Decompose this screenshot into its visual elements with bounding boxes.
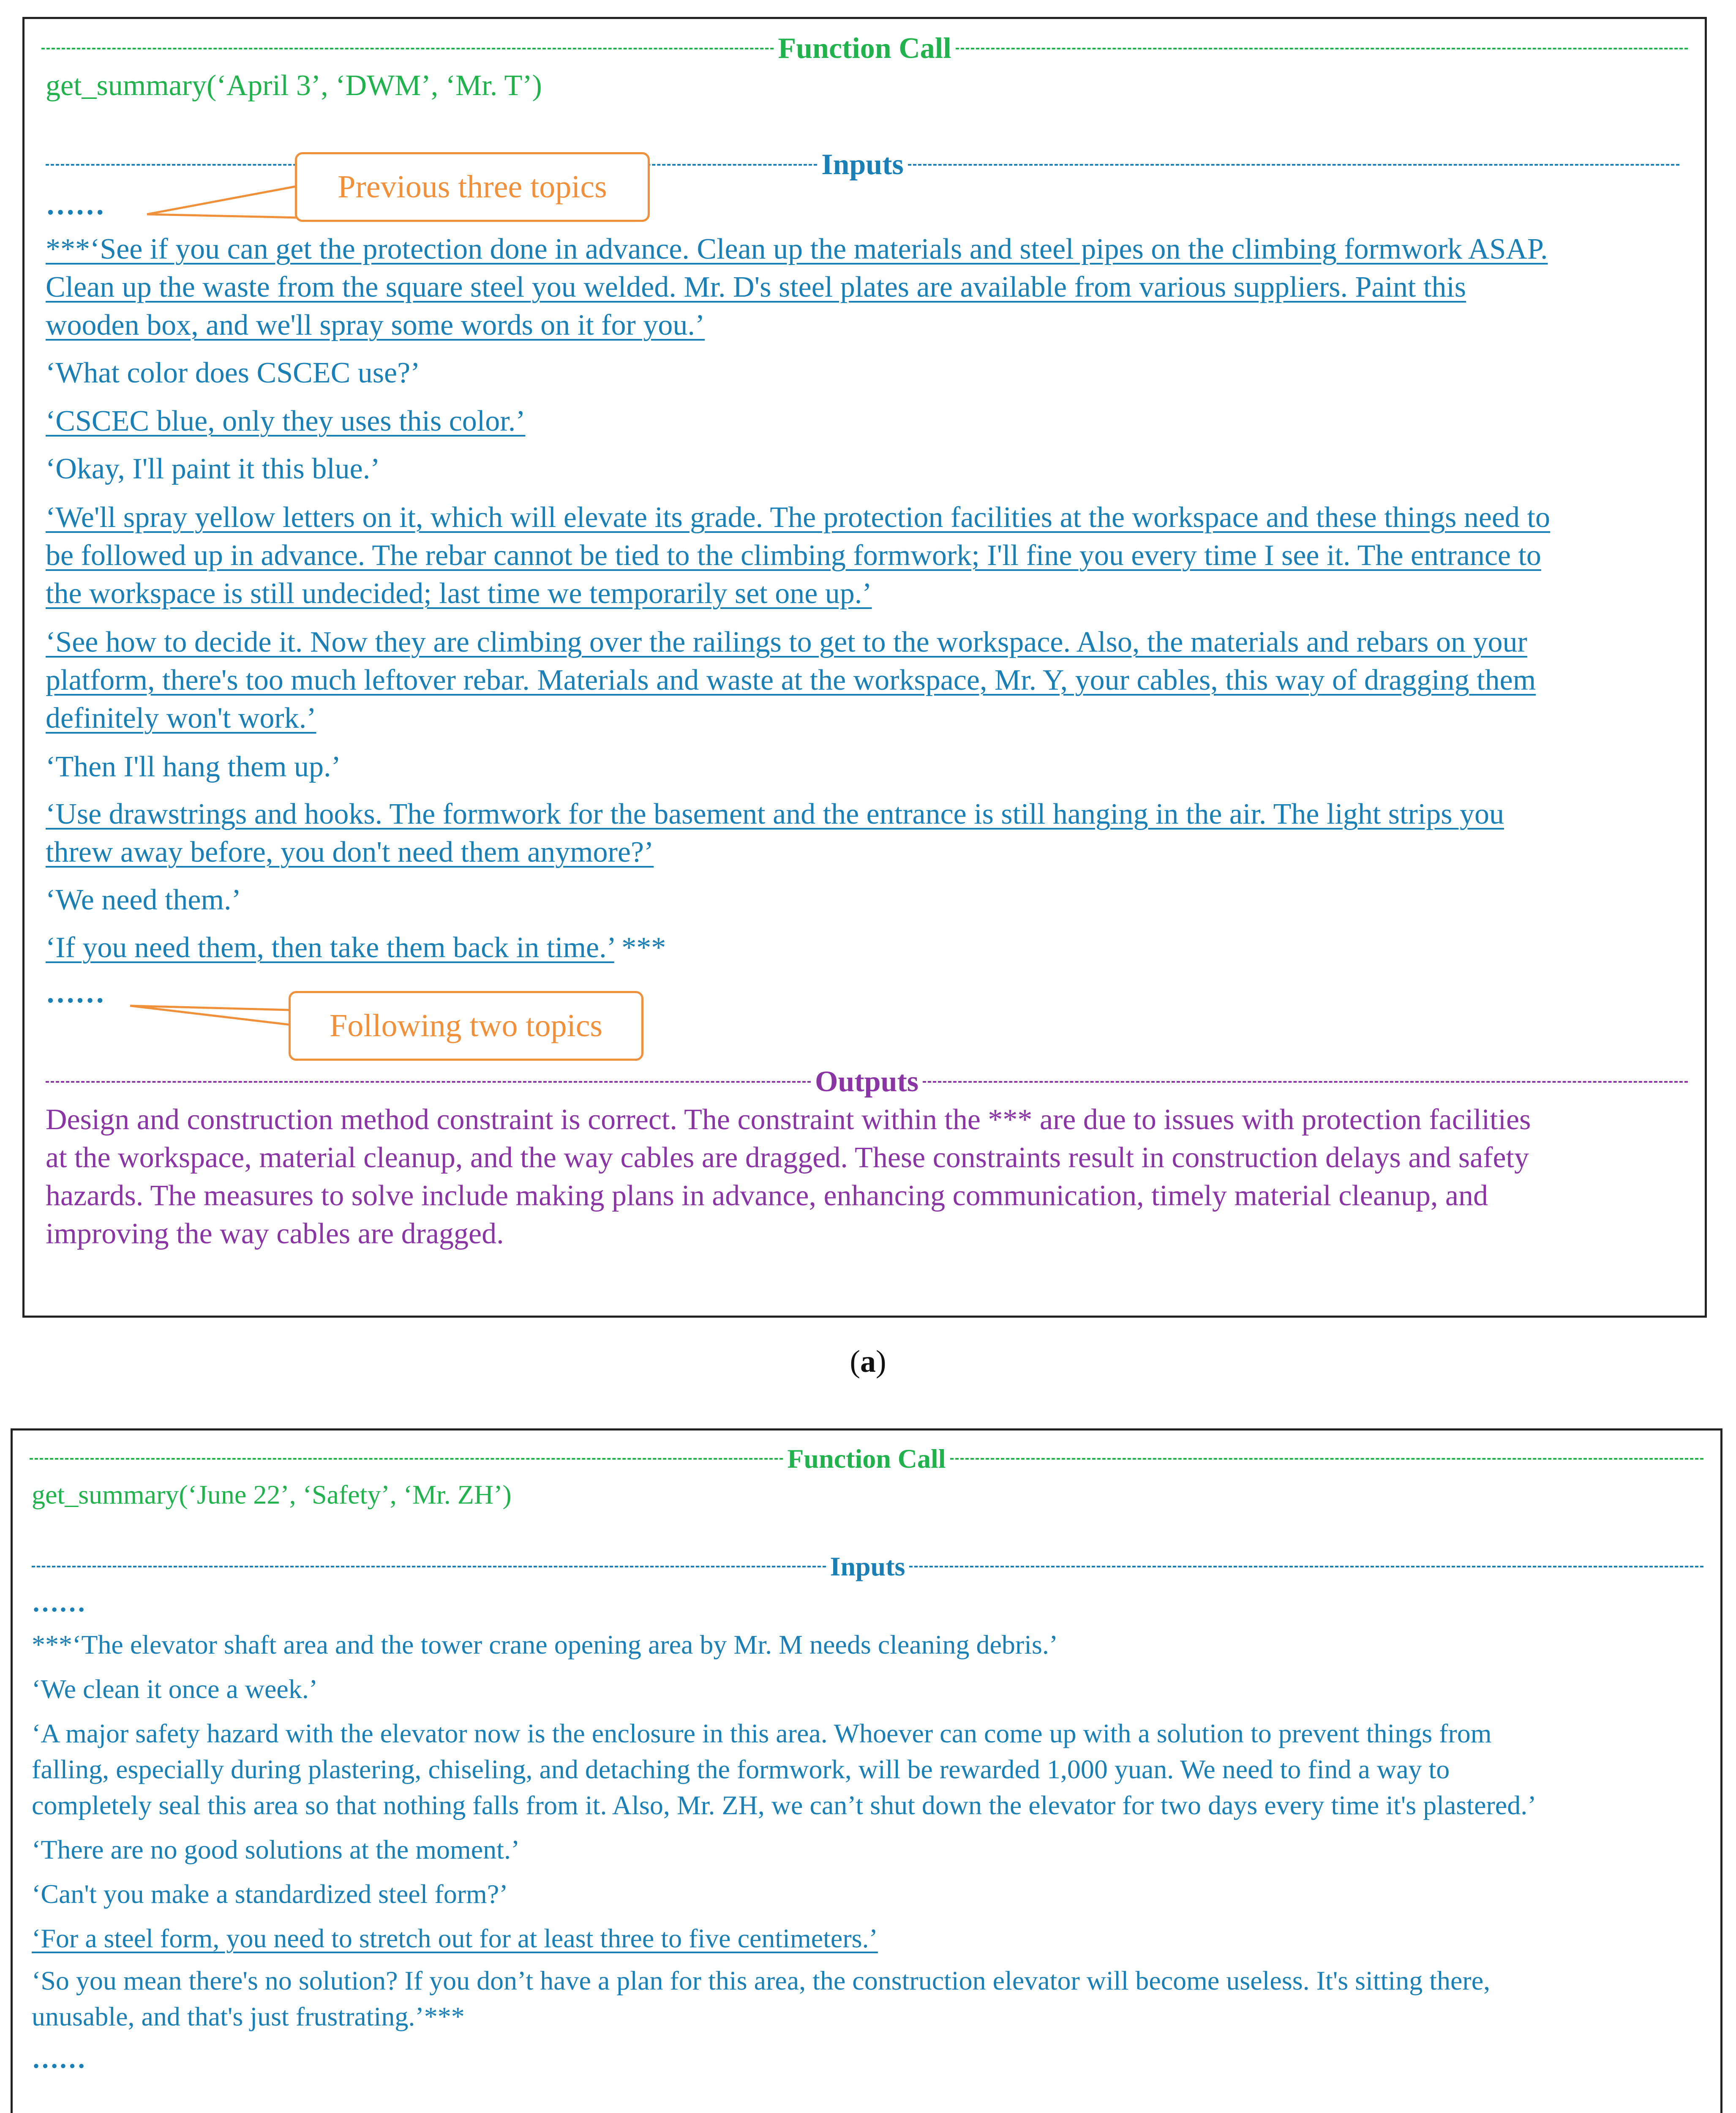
input-line: ***‘See if you can get the protection done in advance. Clean up the materials and steel pipes on the climbing formwork ASAP. — [46, 233, 1548, 265]
ellipsis-bottom: …… — [32, 2044, 86, 2074]
input-line: ‘We'll spray yellow letters on it, which will elevate its grade. The protection facilities at the workspace and these things need to — [46, 501, 1550, 534]
callout-following-topics: Following two topics — [289, 991, 643, 1061]
input-line: completely seal this area so that nothing falls from it. Also, Mr. ZH, we can’t shut down the elevator for two days every time it's plastered.’ — [32, 1790, 1537, 1820]
output-line: hazards. The measures to solve include making plans in advance, enhancing communication, timely material cleanup, and — [46, 1179, 1488, 1212]
function-call-text: get_summary(‘June 22’, ‘Safety’, ‘Mr. ZH’) — [32, 1480, 512, 1510]
input-line: ‘We need them.’ — [46, 884, 241, 916]
input-line: ‘Then I'll hang them up.’ — [46, 751, 341, 783]
ellipsis-bottom: …… — [46, 977, 105, 1009]
ellipsis-top: …… — [32, 1587, 86, 1617]
output-line: Design and construction method constraint is correct. The constraint within the *** are due to issues with protection facilities — [46, 1103, 1531, 1136]
input-line: the workspace is still undecided; last time we temporarily set one up.’ — [46, 577, 872, 610]
input-line: ‘Okay, I'll paint it this blue.’ — [46, 453, 380, 485]
output-line: improving the way cables are dragged. — [46, 1218, 504, 1250]
function-call-separator — [30, 1443, 1703, 1474]
function-call-label: Function Call — [778, 32, 951, 65]
input-line: ‘CSCEC blue, only they uses this color.’ — [46, 405, 526, 437]
callout-pointer-previous — [147, 186, 298, 218]
inputs-label: Inputs — [830, 1551, 905, 1581]
input-line: ***‘The elevator shaft area and the tower crane opening area by Mr. M needs cleaning debris.’ — [32, 1630, 1058, 1660]
input-line: platform, there's too much leftover rebar. Materials and waste at the workspace, Mr. Y, your cables, this way of dragging them — [46, 664, 1536, 696]
input-line: ‘For a steel form, you need to stretch out for at least three to five centimeters.’ — [32, 1923, 878, 1953]
function-call-label: Function Call — [787, 1444, 946, 1474]
input-line: definitely won't work.’ — [46, 702, 316, 734]
input-line: Clean up the waste from the square steel you welded. Mr. D's steel plates are available from various suppliers. Paint this — [46, 271, 1466, 303]
dash-line — [46, 1081, 811, 1083]
input-line: ‘There are no good solutions at the moment.’ — [32, 1835, 520, 1865]
input-line: ‘So you mean there's no solution? If you don’t have a plan for this area, the construction elevator will become useless. It's sitting there, — [32, 1966, 1491, 1996]
input-line: unusable, and that's just frustrating.’*** — [32, 2001, 465, 2031]
callout-previous-topics: Previous three topics — [295, 152, 650, 222]
input-line: ‘See how to decide it. Now they are climbing over the railings to get to the workspace. Also, the materials and rebars on your — [46, 626, 1527, 658]
dash-line — [30, 1458, 783, 1460]
input-line: ‘Can't you make a standardized steel form?’ — [32, 1879, 508, 1909]
input-line: wooden box, and we'll spray some words on it for you.’ — [46, 309, 705, 341]
input-line: ‘Use drawstrings and hooks. The formwork for the basement and the entrance is still hanging in the air. The light strips you — [46, 798, 1504, 830]
outputs-label: Outputs — [815, 1065, 919, 1098]
inputs-label: Inputs — [821, 148, 904, 181]
output-line: at the workspace, material cleanup, and the way cables are dragged. These constraints result in construction delays and safety — [46, 1141, 1529, 1174]
inputs-separator — [32, 1551, 1703, 1582]
input-line: ‘We clean it once a week.’ — [32, 1674, 318, 1704]
callout-pointer-following — [130, 1006, 291, 1025]
dash-line — [32, 1566, 826, 1567]
input-line: ‘A major safety hazard with the elevator now is the enclosure in this area. Whoever can come up with a solution to prevent things from — [32, 1718, 1492, 1748]
ellipsis-top: …… — [46, 188, 105, 221]
input-line: be followed up in advance. The rebar cannot be tied to the climbing formwork; I'll fine you every time I see it. The entrance to — [46, 539, 1541, 572]
function-call-text: get_summary(‘April 3’, ‘DWM’, ‘Mr. T’) — [46, 69, 542, 102]
dash-line — [950, 1458, 1703, 1460]
outputs-separator — [46, 1065, 1688, 1099]
input-line: ‘What color does CSCEC use?’ — [46, 357, 420, 389]
panel-b — [11, 1428, 1722, 2113]
input-line: ‘If you need them, then take them back in time.’ *** — [46, 931, 666, 964]
dash-line — [909, 1566, 1703, 1567]
caption-a: (a) — [850, 1344, 886, 1379]
dash-line — [923, 1081, 1688, 1083]
input-line: falling, especially during plastering, chiseling, and detaching the formwork, will be rewarded 1,000 yuan. We need to find a way to — [32, 1754, 1450, 1784]
panel-a — [22, 17, 1707, 1318]
input-line: threw away before, you don't need them anymore?’ — [46, 836, 654, 868]
